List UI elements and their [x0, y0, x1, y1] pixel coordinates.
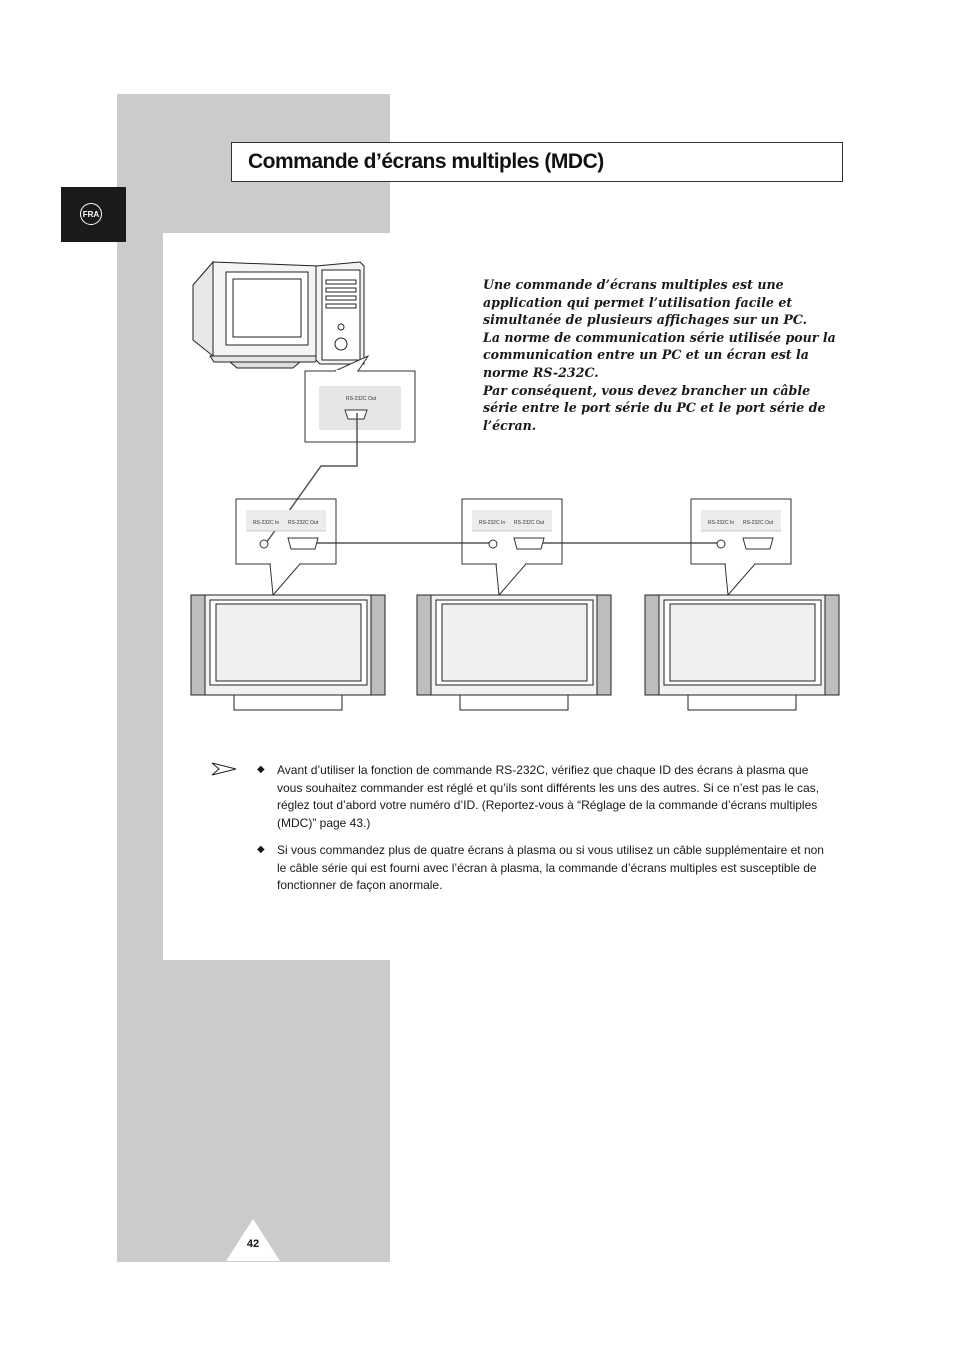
note-text-2: Si vous commandez plus de quatre écrans à plasma ou si vous utilisez un câble supplémentaire et non le câble série qui est fourni avec l’écran à plasma, la commande d’écrans multiples est susceptible de fonctionner de façon anormale.: [277, 843, 824, 893]
display-1-port-callout: [236, 499, 336, 595]
arrow-pointer-icon: [211, 762, 237, 776]
page-number: 42: [246, 1238, 260, 1250]
plasma-display-1: [191, 595, 385, 710]
display-1-in-label: RS-232C In: [253, 520, 280, 526]
display-2-out-label: RS-232C Out: [514, 520, 545, 526]
display-2-port-callout: [462, 499, 562, 595]
display-3-out-label: RS-232C Out: [743, 520, 774, 526]
plasma-display-2: [417, 595, 611, 710]
diamond-bullet-icon: ◆: [257, 764, 265, 775]
intro-paragraph-2: La norme de communication série utilisée pour la communication entre un PC et un écran est la norme RS-232C.: [483, 329, 836, 380]
diamond-bullet-icon: ◆: [257, 844, 265, 855]
pc-monitor-illustration: [193, 262, 320, 368]
pc-tower-illustration: [316, 262, 364, 364]
note-text-1: Avant d’utiliser la fonction de commande RS-232C, vérifiez que chaque ID des écrans à plasma que vous souhaitez commander est réglé et qu’ils sont différents les uns des autres. Si ce n’est pas le cas, réglez tout d’abord votre numéro d’ID. (Reportez-vous à “Réglage de la commande d’écrans multiples (MDC)” page 43.): [277, 763, 820, 830]
intro-paragraph-3: Par conséquent, vous devez brancher un câble série entre le port série du PC et le port série de l’écran.: [483, 382, 826, 433]
display-3-port-callout: [691, 499, 791, 595]
display-1-out-label: RS-232C Out: [288, 520, 319, 526]
display-3-in-label: RS-232C In: [708, 520, 735, 526]
page-title: Commande d’écrans multiples (MDC): [248, 150, 604, 173]
pc-port-label: RS-232C Out: [346, 396, 377, 402]
display-2-in-label: RS-232C In: [479, 520, 506, 526]
intro-paragraph-1: Une commande d’écrans multiples est une application qui permet l’utilisation facile et simultanée de plusieurs affichages sur un PC.: [483, 277, 808, 328]
pc-port-callout: [305, 356, 415, 442]
plasma-display-3: [645, 595, 839, 710]
language-badge-icon: FRA: [80, 203, 102, 225]
